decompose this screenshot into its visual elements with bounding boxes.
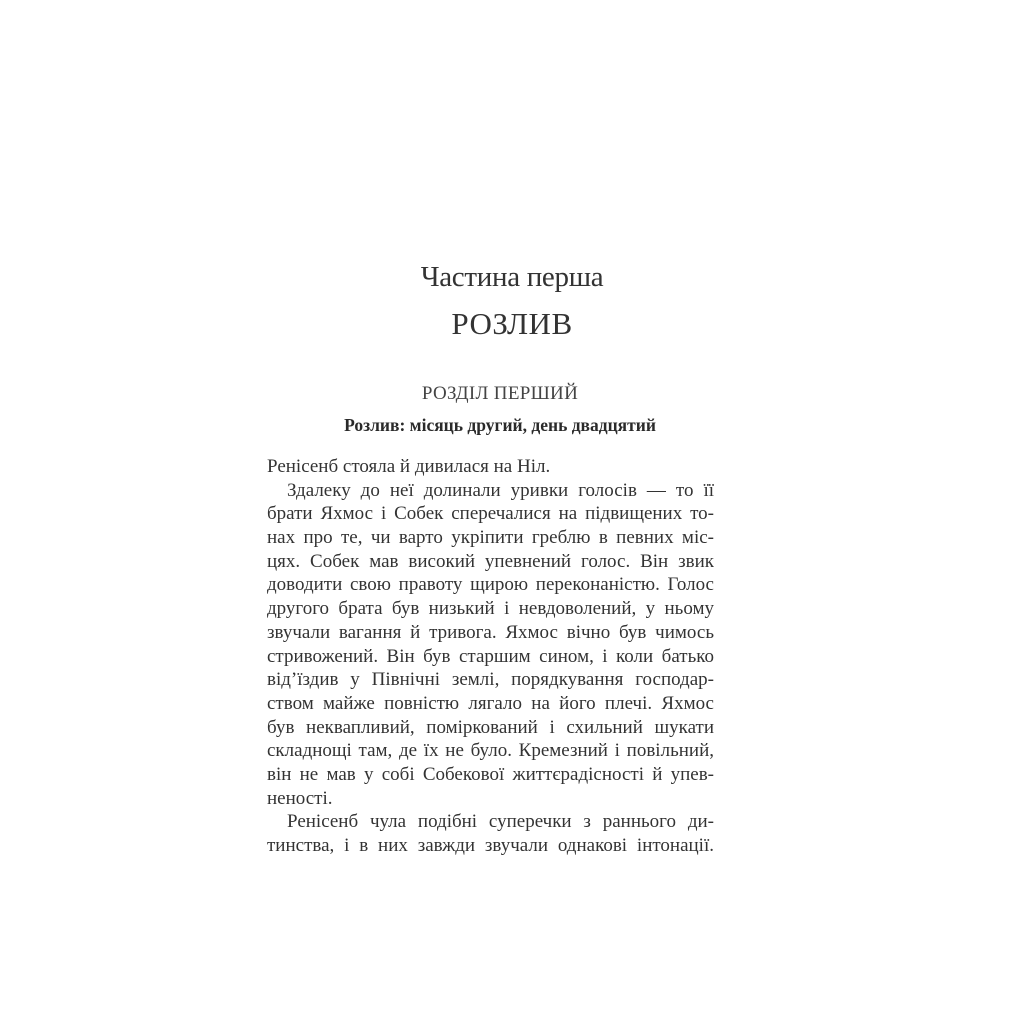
- text-line: ством майже повністю лягало на його плечі. Яхмос: [267, 692, 714, 714]
- text-line: був неквапливий, поміркований і схильний шукати: [267, 716, 714, 738]
- text-line: неності.: [267, 787, 333, 809]
- body-text: [267, 455, 714, 858]
- text-line: нах про те, чи варто укріпити греблю в певних міс-: [267, 527, 714, 549]
- text-line: брати Яхмос і Собек сперечалися на підвищених то-: [267, 503, 714, 525]
- chapter-subtitle: Розлив: місяць другий, день двадцятий: [344, 415, 656, 435]
- text-line: звучали вагання й тривога. Яхмос вічно був чимось: [267, 621, 714, 643]
- text-line: він не мав у собі Собекової життєрадісності й упев-: [267, 763, 714, 785]
- chapter-title: РОЗДІЛ ПЕРШИЙ: [421, 383, 579, 404]
- text-line: цях. Собек мав високий упевнений голос. Він звик: [267, 550, 714, 572]
- text-line: тинства, і в них завжди звучали однакові інтонації.: [267, 835, 714, 856]
- part-name: РОЗЛИВ: [451, 306, 573, 341]
- text-line: стривожений. Він був старшим сином, і коли батько: [267, 645, 714, 667]
- text-line: Ренісенб чула подібні суперечки з раннього ди-: [287, 811, 714, 833]
- text-line: Здалеку до неї долинали уривки голосів — то її: [287, 479, 714, 501]
- text-line: доводити свою правоту щирою переконаністю. Голос: [267, 574, 714, 596]
- part-title: Частина перша: [420, 261, 604, 293]
- text-line: складнощі там, де їх не було. Кремезний і повільний,: [267, 740, 714, 762]
- text-line: Ренісенб стояла й дивилася на Ніл.: [267, 456, 551, 477]
- text-line: від’їздив у Північні землі, порядкування господар-: [267, 669, 714, 691]
- text-line: другого брата був низький і невдоволений, у ньому: [267, 598, 714, 620]
